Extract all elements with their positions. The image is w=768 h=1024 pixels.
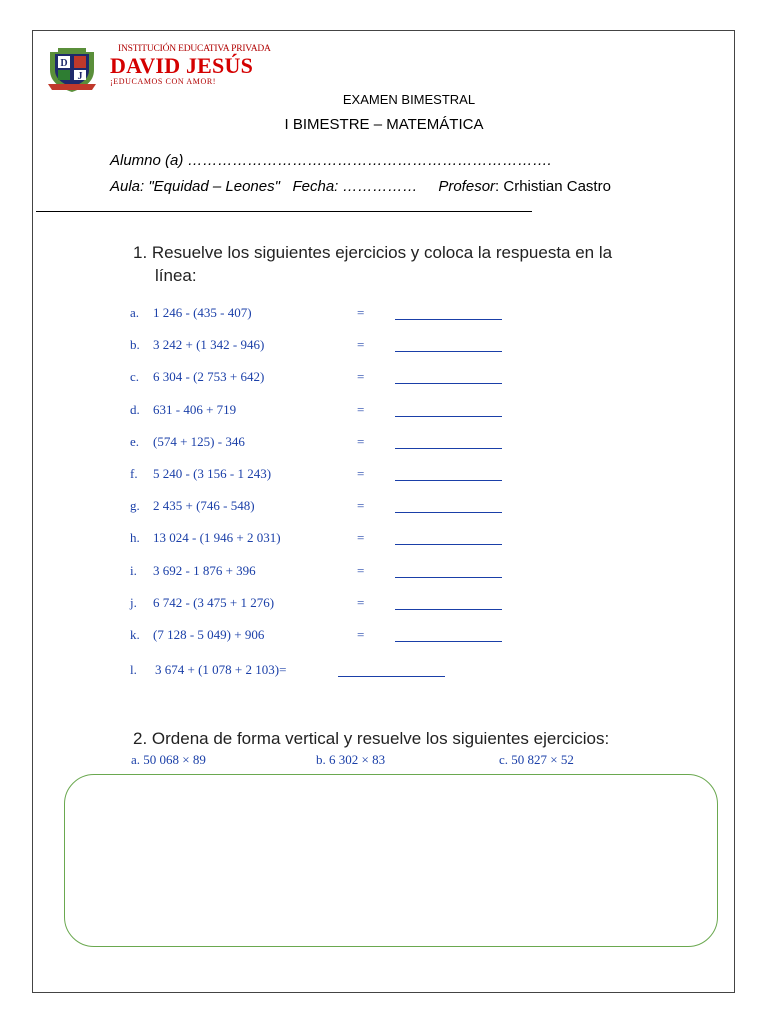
exercise-expression: 1 246 - (435 - 407)	[153, 305, 252, 320]
equals-sign: =	[357, 401, 365, 417]
answer-line[interactable]	[395, 319, 502, 320]
svg-text:D: D	[60, 58, 68, 69]
equals-sign: =	[357, 337, 365, 353]
equals-sign: =	[357, 627, 365, 642]
school-type-label: INSTITUCIÓN EDUCATIVA PRIVADA	[118, 44, 271, 54]
svg-text:J: J	[77, 71, 83, 82]
exercise-letter: g.	[130, 498, 140, 514]
answer-line[interactable]	[395, 577, 502, 578]
exercise-expression: 3 674 + (1 078 + 2 103)=	[155, 662, 287, 677]
answer-line[interactable]	[395, 480, 502, 481]
vertical-exercise-a: a. 50 068 × 89	[131, 752, 206, 767]
profesor-label: Profesor	[438, 178, 496, 195]
exercise-expression: 5 240 - (3 156 - 1 243)	[153, 466, 272, 481]
exercise-letter: f.	[130, 466, 138, 481]
answer-line[interactable]	[395, 609, 502, 610]
exercise-letter: c.	[130, 369, 140, 385]
equals-sign: =	[357, 594, 365, 610]
equals-sign: =	[357, 369, 365, 385]
answer-line[interactable]	[395, 351, 502, 352]
school-name: DAVID JESÚS	[110, 53, 254, 78]
profesor-name: : Crhistian Castro	[495, 178, 611, 195]
answer-line[interactable]	[338, 676, 445, 677]
exercise-letter: k.	[130, 627, 140, 642]
equals-sign: =	[357, 562, 365, 578]
exercise-expression: 6 304 - (2 753 + 642)	[153, 369, 265, 385]
question-1-line1: 1. Resuelve los siguientes ejercicios y coloca la respuesta en la	[133, 243, 613, 262]
answer-line[interactable]	[395, 512, 502, 513]
exercise-expression: 631 - 406 + 719	[153, 401, 237, 417]
exercise-expression: 3 692 - 1 876 + 396	[153, 562, 256, 578]
equals-sign: =	[357, 498, 365, 514]
equals-sign: =	[357, 530, 365, 546]
exercise-letter: e.	[130, 433, 140, 449]
vertical-exercise-b: b. 6 302 × 83	[316, 752, 386, 767]
exam-subtitle: I BIMESTRE – MATEMÁTICA	[284, 116, 484, 133]
exercise-letter: i.	[130, 562, 137, 578]
answer-box[interactable]	[64, 774, 718, 947]
student-info-line	[110, 178, 611, 195]
exercise-expression: (574 + 125) - 346	[153, 433, 245, 449]
fecha-label: Fecha: ……………	[292, 178, 418, 195]
exercise-letter: d.	[130, 401, 140, 417]
equals-sign: =	[357, 433, 365, 449]
vertical-exercise-c: c. 50 827 × 52	[499, 752, 574, 767]
exercise-expression: (7 128 - 5 049) + 906	[153, 627, 265, 642]
question-1-text	[133, 241, 633, 287]
exam-title: EXAMEN BIMESTRAL	[342, 92, 476, 107]
exercise-expression: 3 242 + (1 342 - 946)	[153, 337, 265, 353]
school-motto: ¡EDUCAMOS CON AMOR!	[110, 77, 217, 86]
header-divider	[36, 211, 532, 212]
question-2-text: 2. Ordena de forma vertical y resuelve los siguientes ejercicios:	[133, 729, 610, 748]
school-logo-shield-icon	[46, 42, 98, 94]
exercise-letter: h.	[130, 530, 140, 546]
exercise-letter: a.	[130, 305, 140, 320]
exercise-expression: 6 742 - (3 475 + 1 276)	[153, 594, 275, 610]
exercise-letter: b.	[130, 337, 140, 353]
exercise-expression: 13 024 - (1 946 + 2 031)	[153, 530, 281, 546]
student-name-line: Alumno (a) ……………………………………………………………….	[110, 152, 552, 169]
question-1-line2: línea:	[155, 266, 197, 285]
exercise-expression: 2 435 + (746 - 548)	[153, 498, 255, 514]
exercise-letter: l.	[130, 662, 137, 677]
answer-line[interactable]	[395, 416, 502, 417]
answer-line[interactable]	[395, 544, 502, 545]
exercise-letter: j.	[130, 594, 137, 610]
aula-label: Aula: "Equidad – Leones"	[110, 178, 280, 195]
answer-line[interactable]	[395, 448, 502, 449]
answer-line[interactable]	[395, 383, 502, 384]
equals-sign: =	[357, 466, 365, 481]
answer-line[interactable]	[395, 641, 502, 642]
equals-sign: =	[357, 305, 365, 320]
